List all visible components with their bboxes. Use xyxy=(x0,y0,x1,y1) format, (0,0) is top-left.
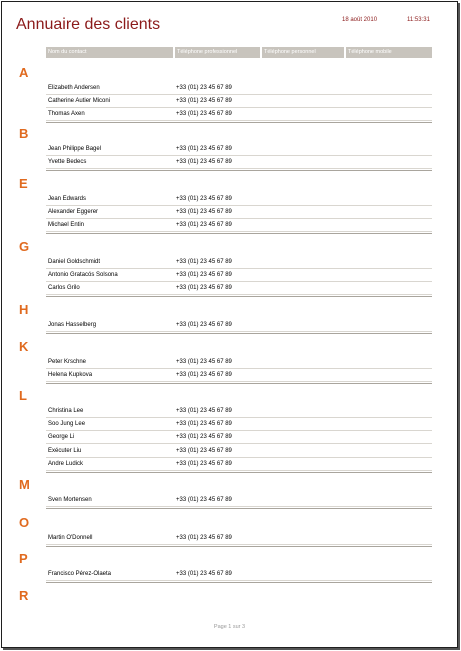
row-divider xyxy=(46,205,432,206)
row-divider xyxy=(46,470,432,471)
contact-name: Helena Kupkova xyxy=(48,372,93,379)
row-divider xyxy=(46,580,432,581)
contact-work-phone: +33 (01) 23 45 67 89 xyxy=(176,196,232,202)
group-divider xyxy=(46,582,432,583)
row-divider xyxy=(46,107,432,108)
row-divider xyxy=(46,94,432,95)
contact-row xyxy=(46,97,432,110)
contact-name: Alexander Eggerer xyxy=(48,209,99,216)
contact-work-phone: +33 (01) 23 45 67 89 xyxy=(176,372,232,379)
contact-list xyxy=(2,2,457,647)
contact-work-phone: +33 (01) 23 45 67 89 xyxy=(176,222,232,229)
contact-name: Antonio Gratacós Solsona xyxy=(48,272,118,279)
contact-work-phone: +33 (01) 23 45 67 89 xyxy=(176,359,232,365)
contact-name: Daniel Goldschmidt xyxy=(48,259,101,265)
group-letter: R xyxy=(19,588,29,603)
row-divider xyxy=(46,268,432,269)
row-divider xyxy=(46,368,432,369)
row-divider xyxy=(46,281,432,282)
row-divider xyxy=(46,331,432,332)
group-divider xyxy=(46,383,432,384)
contact-name: Francisco Pérez-Olaeta xyxy=(48,571,112,577)
row-divider xyxy=(46,294,432,295)
row-divider xyxy=(46,218,432,219)
group-letter: M xyxy=(19,477,30,492)
group-divider xyxy=(46,508,432,509)
contact-name: Sven Mortensen xyxy=(48,497,92,503)
report-page xyxy=(1,1,458,648)
group-divider xyxy=(46,333,432,334)
contact-work-phone: +33 (01) 23 45 67 89 xyxy=(176,535,232,541)
contact-name: Andre Ludick xyxy=(48,460,84,467)
contact-work-phone: +33 (01) 23 45 67 89 xyxy=(176,447,232,454)
row-divider xyxy=(46,443,432,444)
contact-row xyxy=(46,84,432,97)
group-letter: H xyxy=(19,302,29,317)
row-divider xyxy=(46,155,432,156)
contact-name: Carlos Grilo xyxy=(48,285,80,292)
row-divider xyxy=(46,120,432,121)
contact-name: George Li xyxy=(48,434,75,441)
column-header-mobile-phone: Téléphone mobile xyxy=(346,47,432,58)
group-divider xyxy=(46,546,432,547)
contact-name: Jonas Hasselberg xyxy=(48,322,97,328)
contact-work-phone: +33 (01) 23 45 67 89 xyxy=(176,85,232,91)
contact-row xyxy=(46,195,432,208)
column-header-home-phone: Téléphone personnel xyxy=(262,47,344,58)
contact-name: Catherine Autier Miconi xyxy=(48,98,111,105)
contact-name: Yvette Bedecs xyxy=(48,159,87,166)
group-divider xyxy=(46,122,432,123)
report-date: 18 août 2010 xyxy=(342,17,378,23)
group-divider xyxy=(46,233,432,234)
contact-name: Exécuter Liu xyxy=(48,447,82,454)
contact-name: Elizabeth Andersen xyxy=(48,85,100,91)
contact-row xyxy=(46,208,432,221)
contact-work-phone: +33 (01) 23 45 67 89 xyxy=(176,421,232,428)
page-footer: Page 1 sur 3 xyxy=(213,624,246,630)
group-letter: B xyxy=(19,126,29,141)
contact-work-phone: +33 (01) 23 45 67 89 xyxy=(176,497,232,503)
contact-name: Soo Jung Lee xyxy=(48,421,86,428)
row-divider xyxy=(46,506,432,507)
group-divider xyxy=(46,170,432,171)
contact-work-phone: +33 (01) 23 45 67 89 xyxy=(176,272,232,279)
contact-work-phone: +33 (01) 23 45 67 89 xyxy=(176,111,232,118)
row-divider xyxy=(46,168,432,169)
group-letter: A xyxy=(19,65,29,80)
contact-work-phone: +33 (01) 23 45 67 89 xyxy=(176,322,232,328)
contact-work-phone: +33 (01) 23 45 67 89 xyxy=(176,285,232,292)
contact-name: Martin O'Donnell xyxy=(48,535,93,541)
row-divider xyxy=(46,417,432,418)
group-divider xyxy=(46,296,432,297)
group-letter: G xyxy=(19,239,30,254)
group-divider xyxy=(46,472,432,473)
row-divider xyxy=(46,381,432,382)
contact-work-phone: +33 (01) 23 45 67 89 xyxy=(176,571,232,577)
contact-row xyxy=(46,407,432,420)
contact-row xyxy=(46,358,432,371)
contact-row xyxy=(46,271,432,284)
contact-row xyxy=(46,258,432,271)
contact-work-phone: +33 (01) 23 45 67 89 xyxy=(176,146,232,152)
contact-work-phone: +33 (01) 23 45 67 89 xyxy=(176,434,232,441)
contact-name: Michael Entin xyxy=(48,222,85,229)
column-header-contact-name: Nom du contact xyxy=(46,47,173,58)
contact-name: Thomas Axen xyxy=(48,111,85,118)
row-divider xyxy=(46,430,432,431)
contact-work-phone: +33 (01) 23 45 67 89 xyxy=(176,460,232,467)
contact-name: Christina Lee xyxy=(48,408,84,414)
row-divider xyxy=(46,544,432,545)
contact-row xyxy=(46,447,432,460)
group-letter: P xyxy=(19,551,28,566)
group-letter: E xyxy=(19,176,28,191)
contact-work-phone: +33 (01) 23 45 67 89 xyxy=(176,209,232,216)
report-title: Annuaire des clients xyxy=(16,16,161,33)
contact-row xyxy=(46,433,432,446)
report-time: 11:53:31 xyxy=(407,17,430,23)
contact-work-phone: +33 (01) 23 45 67 89 xyxy=(176,408,232,414)
contact-work-phone: +33 (01) 23 45 67 89 xyxy=(176,259,232,265)
row-divider xyxy=(46,457,432,458)
column-header-work-phone: Téléphone professionnel xyxy=(175,47,260,58)
row-divider xyxy=(46,231,432,232)
contact-work-phone: +33 (01) 23 45 67 89 xyxy=(176,159,232,166)
group-letter: K xyxy=(19,339,29,354)
contact-work-phone: +33 (01) 23 45 67 89 xyxy=(176,98,232,105)
group-letter: L xyxy=(19,388,27,403)
contact-name: Peter Krschne xyxy=(48,359,87,365)
contact-name: Jean Philippe Bagel xyxy=(48,146,102,152)
contact-name: Jean Edwards xyxy=(48,196,87,202)
group-letter: O xyxy=(19,515,30,530)
contact-row xyxy=(46,145,432,158)
contact-row xyxy=(46,420,432,433)
